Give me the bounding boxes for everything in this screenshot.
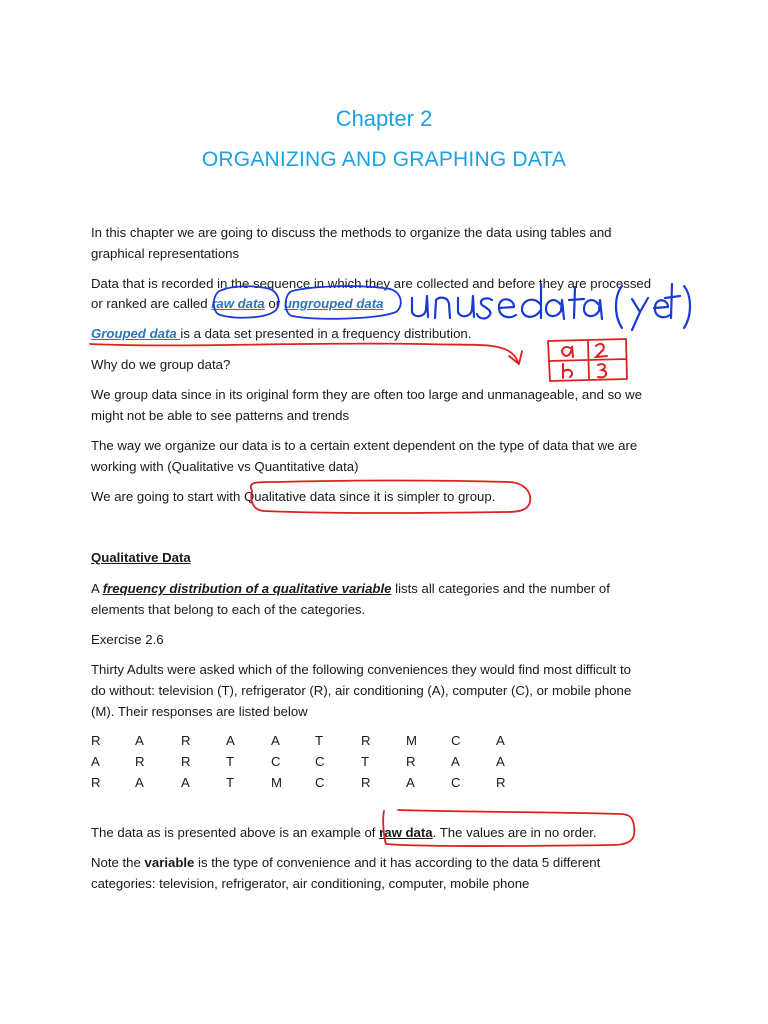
raw-def-text: or ranked are called (91, 296, 212, 311)
response-cell: R (361, 775, 371, 790)
start-line: We are going to start with Qualitative data since it is simpler to group. (91, 489, 496, 504)
note-prefix: Note the (91, 855, 145, 870)
response-cell: A (496, 754, 505, 769)
response-cell: A (496, 733, 505, 748)
response-cell: T (226, 775, 235, 790)
intro-line-2: graphical representations (91, 246, 240, 261)
response-cell: C (315, 775, 325, 790)
grouped-def (91, 323, 471, 344)
response-cell: M (406, 733, 417, 748)
reason-line-1: We group data since in its original form they are often too large and unmanageable, and so we (91, 387, 643, 402)
response-cell: A (406, 775, 415, 790)
organize-line-2: working with (Qualitative vs Quantitative data) (91, 459, 359, 474)
term-frequency-distribution: frequency distribution of a qualitative variable (102, 581, 392, 596)
term-grouped-data: Grouped data (91, 326, 181, 341)
response-cell: A (135, 733, 144, 748)
response-cell: M (271, 775, 282, 790)
response-cell: T (226, 754, 235, 769)
exercise-line-2: do without: television (T), refrigerator (R), air conditioning (A), computer (C), or mobile phone (91, 683, 632, 698)
term-ungrouped-data: ungrouped data (283, 296, 384, 311)
raw-def-line-2 (91, 293, 383, 314)
response-cell: R (91, 733, 101, 748)
raw-def-line-1: Data that is recorded in the sequence in which they are collected and before they are processed (91, 276, 652, 291)
intro-line-1: In this chapter we are going to discuss the methods to organize the data using tables and (91, 225, 612, 240)
response-cell: A (91, 754, 100, 769)
response-cell: C (451, 733, 461, 748)
organize-line-1: The way we organize our data is to a certain extent dependent on the type of data that we are (91, 438, 638, 453)
freq-def-line-1 (91, 578, 610, 599)
exercise-label: Exercise 2.6 (91, 632, 164, 647)
response-cell: R (496, 775, 506, 790)
raw-example-line (91, 822, 597, 843)
qualitative-data-heading: Qualitative Data (91, 550, 191, 565)
response-cell: R (406, 754, 416, 769)
response-cell: A (135, 775, 144, 790)
term-variable: variable (144, 855, 195, 870)
response-cell: T (361, 754, 370, 769)
response-cell: R (181, 733, 191, 748)
raw-def-or: or (264, 296, 284, 311)
freq-def-line-2: elements that belong to each of the categories. (91, 602, 366, 617)
raw-example-rest: . The values are in no order. (432, 825, 597, 840)
response-cell: C (451, 775, 461, 790)
section-heading (91, 547, 191, 568)
term-raw-data: raw data (211, 296, 265, 311)
chapter-heading: Chapter 2 (335, 106, 433, 131)
red-arrow-head (509, 351, 522, 364)
term-raw-data-example: raw data (379, 825, 433, 840)
red-frequency-table (548, 339, 627, 381)
response-cell: A (181, 775, 190, 790)
response-cell: R (181, 754, 191, 769)
response-cell: T (315, 733, 324, 748)
response-cell: A (451, 754, 460, 769)
chapter-title: ORGANIZING AND GRAPHING DATA (201, 148, 567, 171)
why-question: Why do we group data? (91, 357, 231, 372)
freq-def-rest: lists all categories and the number of (391, 581, 610, 596)
exercise-line-1: Thirty Adults were asked which of the following conveniences they would find most difficult to (91, 662, 631, 677)
note-line-2: categories: television, refrigerator, air conditioning, computer, mobile phone (91, 876, 530, 891)
response-cell: R (361, 733, 371, 748)
grouped-def-text: is a data set presented in a frequency distribution. (180, 326, 472, 341)
red-table-entries (562, 344, 607, 378)
exercise-line-3: (M). Their responses are listed below (91, 704, 308, 719)
note-rest: is the type of convenience and it has according to the data 5 different (194, 855, 601, 870)
note-line-1 (91, 852, 600, 873)
freq-def-prefix: A (91, 581, 103, 596)
raw-example-prefix: The data as is presented above is an example of (91, 825, 380, 840)
response-cell: A (271, 733, 280, 748)
response-cell: C (271, 754, 281, 769)
response-cell: C (315, 754, 325, 769)
reason-line-2: might not be able to see patterns and trends (91, 408, 350, 423)
response-cell: A (226, 733, 235, 748)
response-cell: R (91, 775, 101, 790)
response-cell: R (135, 754, 145, 769)
